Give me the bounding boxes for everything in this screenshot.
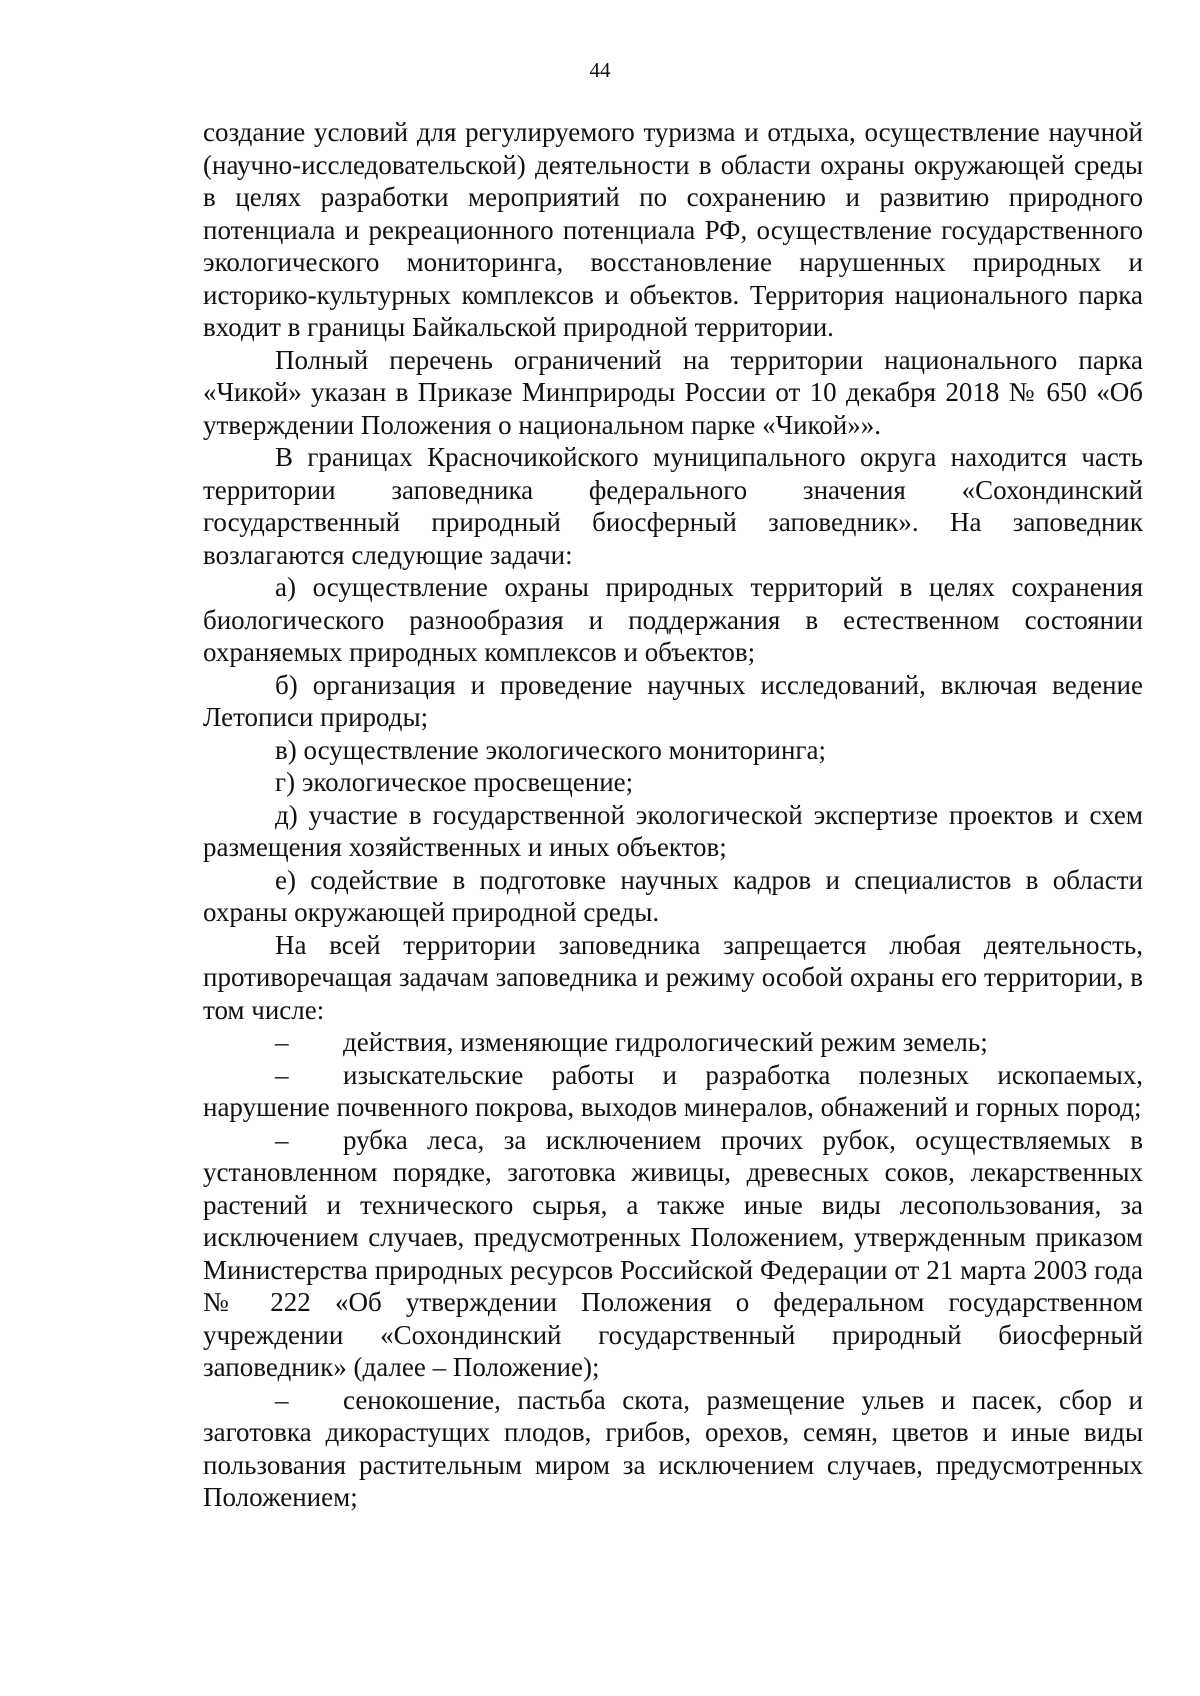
task-item-e: д) участие в государственной экологической экспертизе проектов и схем размещения хозяйственных и иных объектов; xyxy=(203,799,1143,862)
dash-marker: – xyxy=(275,1027,289,1057)
paragraph-reserve-intro: В границах Красночикойского муниципального округа находится часть территории заповедника федерального значения «Сохондинский государственный природный биосферный заповедник». На заповедник возлагаются следующие задачи: xyxy=(203,442,1143,570)
prohibition-item xyxy=(203,1384,1143,1514)
dash-marker: – xyxy=(275,1384,289,1415)
paragraph-continuation: создание условий для регулируемого туризма и отдыха, осуществление научной (научно-исследовательской) деятельности в области охраны окружающей среды в целях разработки мероприятий по сохранению и развитию природного потенциала и рекреационного потенциала РФ, осуществление государственного экологического мониторинга, восстановление нарушенных природных и историко-культурных комплексов и объектов. Территория национального парка входит в границы Байкальской природной территории. xyxy=(203,117,1143,342)
prohibition-text: изыскательские работы и разработка полезных ископаемых, нарушение почвенного покрова, выходов минералов, обнажений и горных пород; xyxy=(203,1059,1143,1122)
task-item-b: б) организация и проведение научных исследований, включая ведение Летописи природы; xyxy=(203,669,1143,732)
dash-marker: – xyxy=(275,1124,289,1155)
prohibition-text: рубка леса, за исключением прочих рубок, осуществляемых в установленном порядке, заготовка живицы, древесных соков, лекарственных растений и технического сырья, а также иные виды лесопользования, за исключением случаев, предусмотренных Положением, утвержденным приказом Министерства природных ресурсов Российской Федерации от 21 марта 2003 года № 222 «Об утверждении Положения о федеральном государственном учреждении «Сохондинский государственный природный биосферный заповедник» (далее – Положение); xyxy=(203,1124,1143,1382)
task-item-c: в) осуществление экологического мониторинга; xyxy=(275,734,826,765)
page-number: 44 xyxy=(589,58,611,82)
prohibition-item xyxy=(203,1026,1143,1059)
task-item-f: е) содействие в подготовке научных кадров и специалистов в области охраны окружающей природной среды. xyxy=(203,864,1143,927)
prohibition-item xyxy=(203,1059,1143,1124)
document-body xyxy=(203,116,1143,1514)
dash-marker: – xyxy=(275,1059,289,1090)
paragraph-prohibitions-intro: На всей территории заповедника запрещается любая деятельность, противоречащая задачам заповедника и режиму особой охраны его территории, в том числе: xyxy=(203,929,1143,1025)
task-item-d: г) экологическое просвещение; xyxy=(275,767,634,797)
prohibition-text: сенокошение, пастьба скота, размещение ульев и пасек, сбор и заготовка дикорастущих плодов, грибов, орехов, семян, цветов и иные виды пользования растительным миром за исключением случаев, предусмотренных Положением; xyxy=(203,1384,1143,1512)
prohibition-item xyxy=(203,1124,1143,1384)
paragraph-chikoy-restrictions: Полный перечень ограничений на территории национального парка «Чикой» указан в Приказе Минприроды России от 10 декабря 2018 № 650 «Об утверждении Положения о национальном парке «Чикой»». xyxy=(203,344,1143,440)
task-item-a: а) осуществление охраны природных территорий в целях сохранения биологического разнообразия и поддержания в естественном состоянии охраняемых природных комплексов и объектов; xyxy=(203,572,1143,667)
prohibition-text: действия, изменяющие гидрологический режим земель; xyxy=(343,1027,988,1057)
